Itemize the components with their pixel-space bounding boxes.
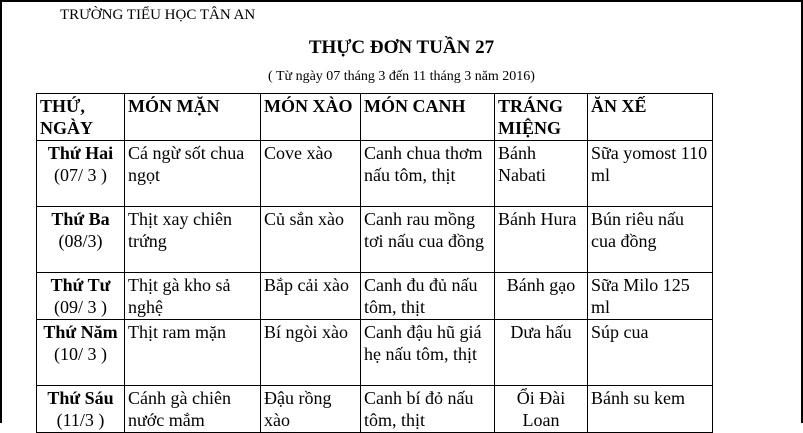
snack-cell: Súp cua <box>588 320 713 386</box>
main-dish-cell: Thịt gà kho sả nghệ <box>125 273 261 320</box>
table-row <box>37 386 713 433</box>
table-row <box>37 207 713 273</box>
school-name: TRƯỜNG TIỂU HỌC TÂN AN <box>60 7 256 23</box>
day-name: Thứ Ba <box>51 209 110 229</box>
day-date: (07/ 3 ) <box>54 165 107 185</box>
soup-cell: Canh đu đủ nấu tôm, thịt <box>361 273 495 320</box>
snack-cell: Bún riêu nấu cua đồng <box>588 207 713 273</box>
column-header-snack: ĂN XẾ <box>588 94 713 141</box>
day-name: Thứ Tư <box>50 275 111 295</box>
main-dish-cell: Cánh gà chiên nước mắm <box>125 386 261 433</box>
snack-cell: Sữa Milo 125 ml <box>588 273 713 320</box>
table-row <box>37 141 713 207</box>
day-name: Thứ Năm <box>43 322 118 342</box>
dessert-cell: Bánh Hura <box>495 207 588 273</box>
stir-fry-cell: Bí ngòi xào <box>261 320 361 386</box>
table-header-row <box>37 94 713 141</box>
day-cell <box>37 207 125 273</box>
main-dish-cell: Thịt xay chiên trứng <box>125 207 261 273</box>
soup-cell: Canh rau mồng tơi nấu cua đồng <box>361 207 495 273</box>
menu-table <box>36 93 713 433</box>
day-date: (09/ 3 ) <box>54 297 107 317</box>
stir-fry-cell: Đậu rồng xào <box>261 386 361 433</box>
day-cell <box>37 141 125 207</box>
day-cell <box>37 273 125 320</box>
soup-cell: Canh chua thơm nấu tôm, thịt <box>361 141 495 207</box>
snack-cell: Sữa yomost 110 ml <box>588 141 713 207</box>
table-row <box>37 273 713 320</box>
day-date: (08/3) <box>58 231 103 251</box>
dessert-cell: Dưa hấu <box>495 320 588 386</box>
column-header-main-dish: MÓN MẶN <box>125 94 261 141</box>
day-date: (10/ 3 ) <box>54 344 107 364</box>
column-header-soup: MÓN CANH <box>361 94 495 141</box>
day-cell <box>37 320 125 386</box>
column-header-dessert: TRÁNG MIỆNG <box>495 94 588 141</box>
soup-cell: Canh đậu hũ giá hẹ nấu tôm, thịt <box>361 320 495 386</box>
snack-cell: Bánh su kem <box>588 386 713 433</box>
main-dish-cell: Cá ngừ sốt chua ngọt <box>125 141 261 207</box>
day-name: Thứ Sáu <box>47 388 114 408</box>
soup-cell: Canh bí đỏ nấu tôm, thịt <box>361 386 495 433</box>
column-header-day: THỨ, NGÀY <box>37 94 125 141</box>
dessert-cell: Bánh Nabati <box>495 141 588 207</box>
day-name: Thứ Hai <box>47 143 114 163</box>
stir-fry-cell: Bắp cải xào <box>261 273 361 320</box>
stir-fry-cell: Cove xào <box>261 141 361 207</box>
page-title: THỰC ĐƠN TUẦN 27 <box>308 37 495 58</box>
dessert-cell: Ổi Đài Loan <box>495 386 588 433</box>
stir-fry-cell: Củ sắn xào <box>261 207 361 273</box>
day-date: (11/3 ) <box>56 410 105 430</box>
column-header-stir-fry: MÓN XÀO <box>261 94 361 141</box>
table-row <box>37 320 713 386</box>
date-range: ( Từ ngày 07 tháng 3 đến 11 tháng 3 năm 2016) <box>268 69 535 84</box>
day-cell <box>37 386 125 433</box>
dessert-cell: Bánh gạo <box>495 273 588 320</box>
main-dish-cell: Thịt ram mặn <box>125 320 261 386</box>
